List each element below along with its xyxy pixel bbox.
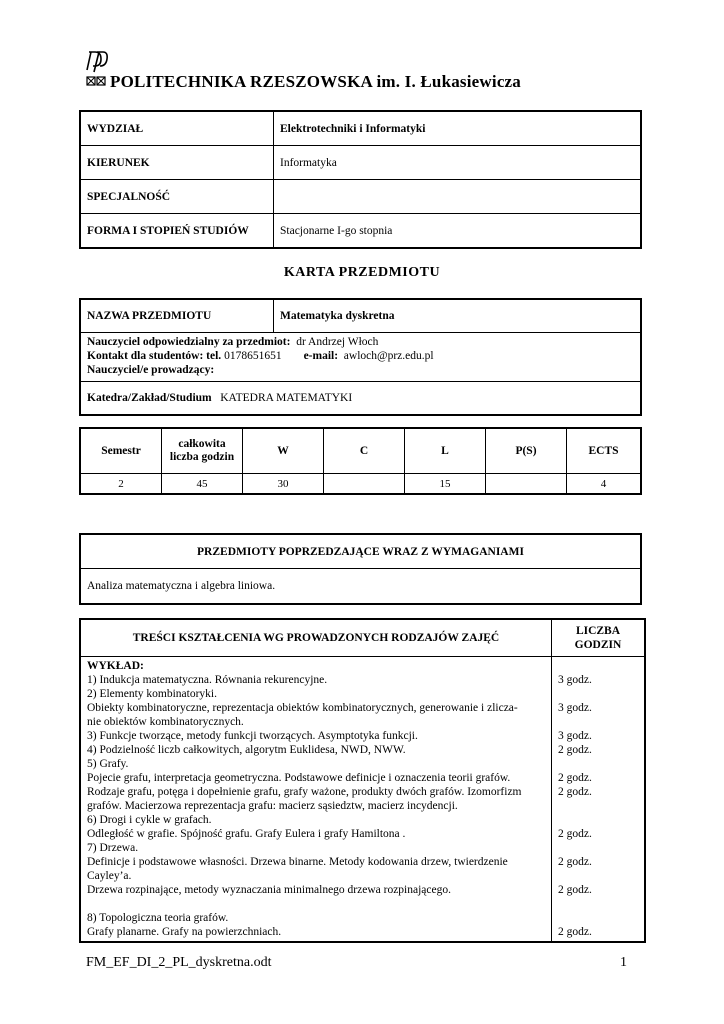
content-line: Definicje i podstawowe własności. Drzewa binarne. Metody kodowania drzew, twierdzenie: [87, 856, 508, 868]
hours-title: LICZBA GODZIN: [552, 619, 646, 657]
content-line-hours: [558, 799, 640, 813]
content-line-hours: [558, 757, 640, 771]
prerequisites-title: PRZEDMIOTY POPRZEDZAJĄCE WRAZ Z WYMAGANIAMI: [80, 534, 641, 569]
content-line-hours: 2 godz.: [558, 884, 592, 896]
teachers-label: Nauczyciel/e prowadzący:: [87, 364, 215, 376]
ects-value: 4: [567, 474, 642, 495]
content-line: 5) Grafy.: [87, 758, 129, 770]
footer-filename: FM_EF_DI_2_PL_dyskretna.odt: [86, 955, 272, 970]
teacher-label: Nauczyciel odpowiedzialny za przedmiot:: [87, 336, 291, 348]
lecture-header: W: [243, 428, 324, 474]
content-line-hours: [558, 841, 640, 855]
field-value: Informatyka: [274, 146, 642, 180]
email-value: awloch@prz.edu.pl: [343, 350, 434, 362]
content-lines: [80, 657, 552, 943]
prerequisites-text: Analiza matematyczna i algebra liniowa.: [80, 569, 641, 605]
content-line: [87, 897, 547, 911]
contact-label: Kontakt dla studentów: tel.: [87, 350, 222, 362]
content-line: 2) Elementy kombinatoryki.: [87, 688, 217, 700]
content-line-hours: 2 godz.: [558, 744, 592, 756]
table-row: [80, 111, 641, 146]
content-line: 1) Indukcja matematyczna. Równania rekurencyjne.: [87, 674, 328, 686]
table-header-row: [80, 428, 641, 474]
content-title: TREŚCI KSZTAŁCENIA WG PROWADZONYCH RODZAJÓW ZAJĘĆ: [80, 619, 552, 657]
faculty-value: Elektrotechniki i Informatyki: [274, 111, 642, 146]
content-line: Cayley’a.: [87, 870, 132, 882]
content-line: Pojecie grafu, interpretacja geometryczna. Podstawowe definicje i oznaczenia teorii grafów.: [87, 772, 511, 784]
project-value: [486, 474, 567, 495]
lab-value: 15: [405, 474, 486, 495]
content-line-hours: 2 godz.: [558, 856, 592, 868]
table-row: [80, 146, 641, 180]
table-row: [80, 214, 641, 249]
lecture-value: 30: [243, 474, 324, 495]
table-row: [80, 180, 641, 214]
content-line-hours: [558, 813, 640, 827]
content-line: 6) Drogi i cykle w grafach.: [87, 814, 212, 826]
content-line-hours: [558, 911, 640, 925]
project-header: P(S): [486, 428, 567, 474]
content-line-hours: 3 godz.: [558, 702, 592, 714]
content-line: 8) Topologiczna teoria grafów.: [87, 912, 229, 924]
teacher-value: dr Andrzej Włoch: [296, 336, 379, 348]
field-label: KIERUNEK: [80, 146, 274, 180]
content-line: 7) Drzewa.: [87, 842, 139, 854]
content-line: 4) Podzielność liczb całkowitych, algorytm Euklidesa, NWD, NWW.: [87, 744, 406, 756]
specialty-label: SPECJALNOŚĆ: [80, 180, 274, 214]
content-line: Grafy planarne. Grafy na powierzchniach.: [87, 926, 282, 938]
table-header-row: [80, 534, 641, 569]
exercise-value: [324, 474, 405, 495]
semester-value: 2: [80, 474, 162, 495]
specialty-value: [274, 180, 642, 214]
course-name-value: Matematyka dyskretna: [274, 299, 642, 333]
course-info-table: [79, 298, 642, 416]
total-hours-header: całkowita liczba godzin: [162, 428, 243, 474]
department-value: KATEDRA MATEMATYKI: [220, 392, 353, 404]
course-content-table: [79, 618, 646, 943]
content-line-hours: [558, 715, 640, 729]
hours-table: [79, 427, 642, 495]
content-line: nie obiektów kombinatorycznych.: [87, 716, 244, 728]
content-line-hours: [558, 659, 640, 673]
table-row: [80, 657, 645, 943]
ects-header: ECTS: [567, 428, 642, 474]
course-name-label: NAZWA PRZEDMIOTU: [80, 299, 274, 333]
table-row: [80, 474, 641, 495]
content-line-hours: [558, 869, 640, 883]
university-logo-icon: [85, 50, 109, 88]
content-line: Rodzaje grafu, potęga i dopełnienie grafu, grafy ważone, produkty dwóch grafów. Izomorfizm: [87, 786, 522, 798]
teacher-cell: [80, 333, 641, 382]
content-line: Odległość w grafie. Spójność grafu. Grafy Eulera i grafy Hamiltona .: [87, 828, 406, 840]
department-cell: [80, 382, 641, 416]
table-row: [80, 382, 641, 416]
faculty-info-table: [79, 110, 642, 249]
university-name: POLITECHNIKA RZESZOWSKA im. I. Łukasiewicza: [110, 72, 522, 91]
exercise-header: C: [324, 428, 405, 474]
content-line: WYKŁAD:: [87, 660, 144, 672]
content-line-hours: 2 godz.: [558, 926, 592, 938]
content-line-hours: 2 godz.: [558, 772, 592, 784]
department-label: Katedra/Zakład/Studium: [87, 392, 212, 404]
content-line: Obiekty kombinatoryczne, reprezentacja obiektów kombinatorycznych, generowanie i zlicza-: [87, 702, 518, 714]
lab-header: L: [405, 428, 486, 474]
semester-header: Semestr: [80, 428, 162, 474]
content-line-hours: [558, 897, 640, 911]
total-hours-value: 45: [162, 474, 243, 495]
email-label: e-mail:: [303, 350, 339, 362]
study-form-value: Stacjonarne I-go stopnia: [274, 214, 642, 249]
content-hours: [552, 657, 646, 943]
content-line-hours: [558, 687, 640, 701]
study-form-label: FORMA I STOPIEŃ STUDIÓW: [80, 214, 274, 249]
card-title: KARTA PRZEDMIOTU: [283, 265, 441, 280]
prerequisites-table: [79, 533, 642, 605]
table-row: [80, 569, 641, 605]
contact-phone: 0178651651: [224, 350, 282, 362]
content-line-hours: 3 godz.: [558, 730, 592, 742]
table-header-row: [80, 619, 645, 657]
content-line: 3) Funkcje tworzące, metody funkcji tworzących. Asymptotyka funkcji.: [87, 730, 418, 742]
content-line-hours: 3 godz.: [558, 674, 592, 686]
content-line-hours: 2 godz.: [558, 828, 592, 840]
table-row: [80, 333, 641, 382]
content-line: grafów. Macierzowa reprezentacja grafu: macierz sąsiedztw, macierz incydencji.: [87, 800, 458, 812]
table-row: [80, 299, 641, 333]
content-line: Drzewa rozpinające, metody wyznaczania minimalnego drzewa rozpinającego.: [87, 884, 451, 896]
content-line-hours: 2 godz.: [558, 786, 592, 798]
faculty-label: WYDZIAŁ: [80, 111, 274, 146]
footer-page-number: 1: [620, 955, 627, 970]
